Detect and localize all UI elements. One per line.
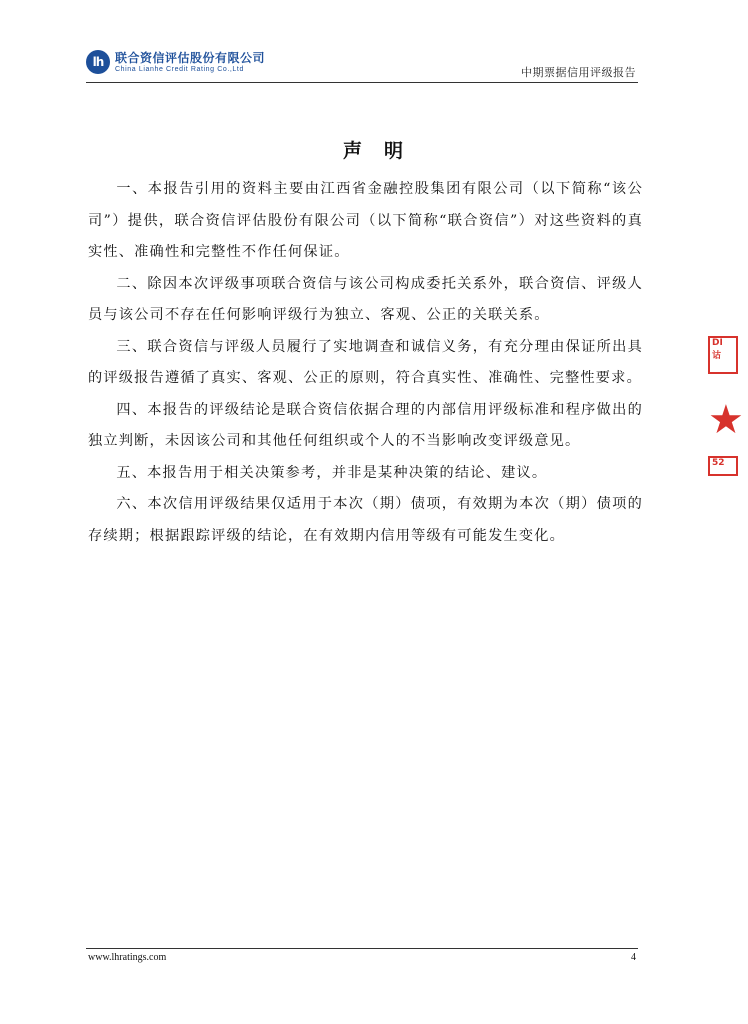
company-logo <box>86 50 265 74</box>
declaration-paragraph-5: 五、本报告用于相关决策参考，并非是某种决策的结论、建议。 <box>116 464 548 481</box>
report-type: 中期票据信用评级报告 <box>521 66 636 79</box>
declaration-paragraph-2: 二、除因本次评级事项联合资信与该公司构成委托关系外，联合资信、评级人员与该公司不存在任何影响评级行为独立、客观、公正的关联关系。 <box>88 275 643 323</box>
lianhe-logo-icon: lh <box>86 50 110 74</box>
stamp-mid-text: 诂 <box>712 351 722 361</box>
company-name-en: China Lianhe Credit Rating Co.,Ltd <box>115 65 244 73</box>
declaration-paragraph-3: 三、联合资信与评级人员履行了实地调查和诚信义务，有充分理由保证所出具的评级报告遵循了真实、客观、公正的原则，符合真实性、准确性、完整性要求。 <box>88 338 643 386</box>
declaration-paragraph-4: 四、本报告的评级结论是联合资信依据合理的内部信用评级标准和程序做出的独立判断，未因该公司和其他任何组织或个人的不当影响改变评级意见。 <box>88 401 643 449</box>
footer-divider <box>86 948 638 949</box>
page-number: 4 <box>631 952 636 963</box>
stamp-bottom-text: 52 <box>712 458 725 468</box>
declaration-body <box>88 174 643 552</box>
header-divider <box>86 82 638 83</box>
stamp-bottom <box>708 456 738 476</box>
company-name-cn: 联合资信评估股份有限公司 <box>115 50 266 65</box>
stamp-top-text: DI <box>712 338 723 348</box>
seal-stamp <box>708 330 748 490</box>
declaration-paragraph-1: 一、本报告引用的资料主要由江西省金融控股集团有限公司（以下简称“该公司”）提供，联合资信评估股份有限公司（以下简称“联合资信”）对这些资料的真实性、准确性和完整性不作任何保证。 <box>88 181 643 260</box>
footer-website: www.lhratings.com <box>88 952 167 963</box>
page-title: 声明 <box>342 140 425 162</box>
stamp-top <box>708 336 738 374</box>
stamp-star-icon: ★ <box>708 397 744 443</box>
logo-text <box>115 52 265 73</box>
declaration-paragraph-6: 六、本次信用评级结果仅适用于本次（期）债项，有效期为本次（期）债项的存续期；根据跟踪评级的结论，在有效期内信用等级有可能发生变化。 <box>88 496 643 544</box>
